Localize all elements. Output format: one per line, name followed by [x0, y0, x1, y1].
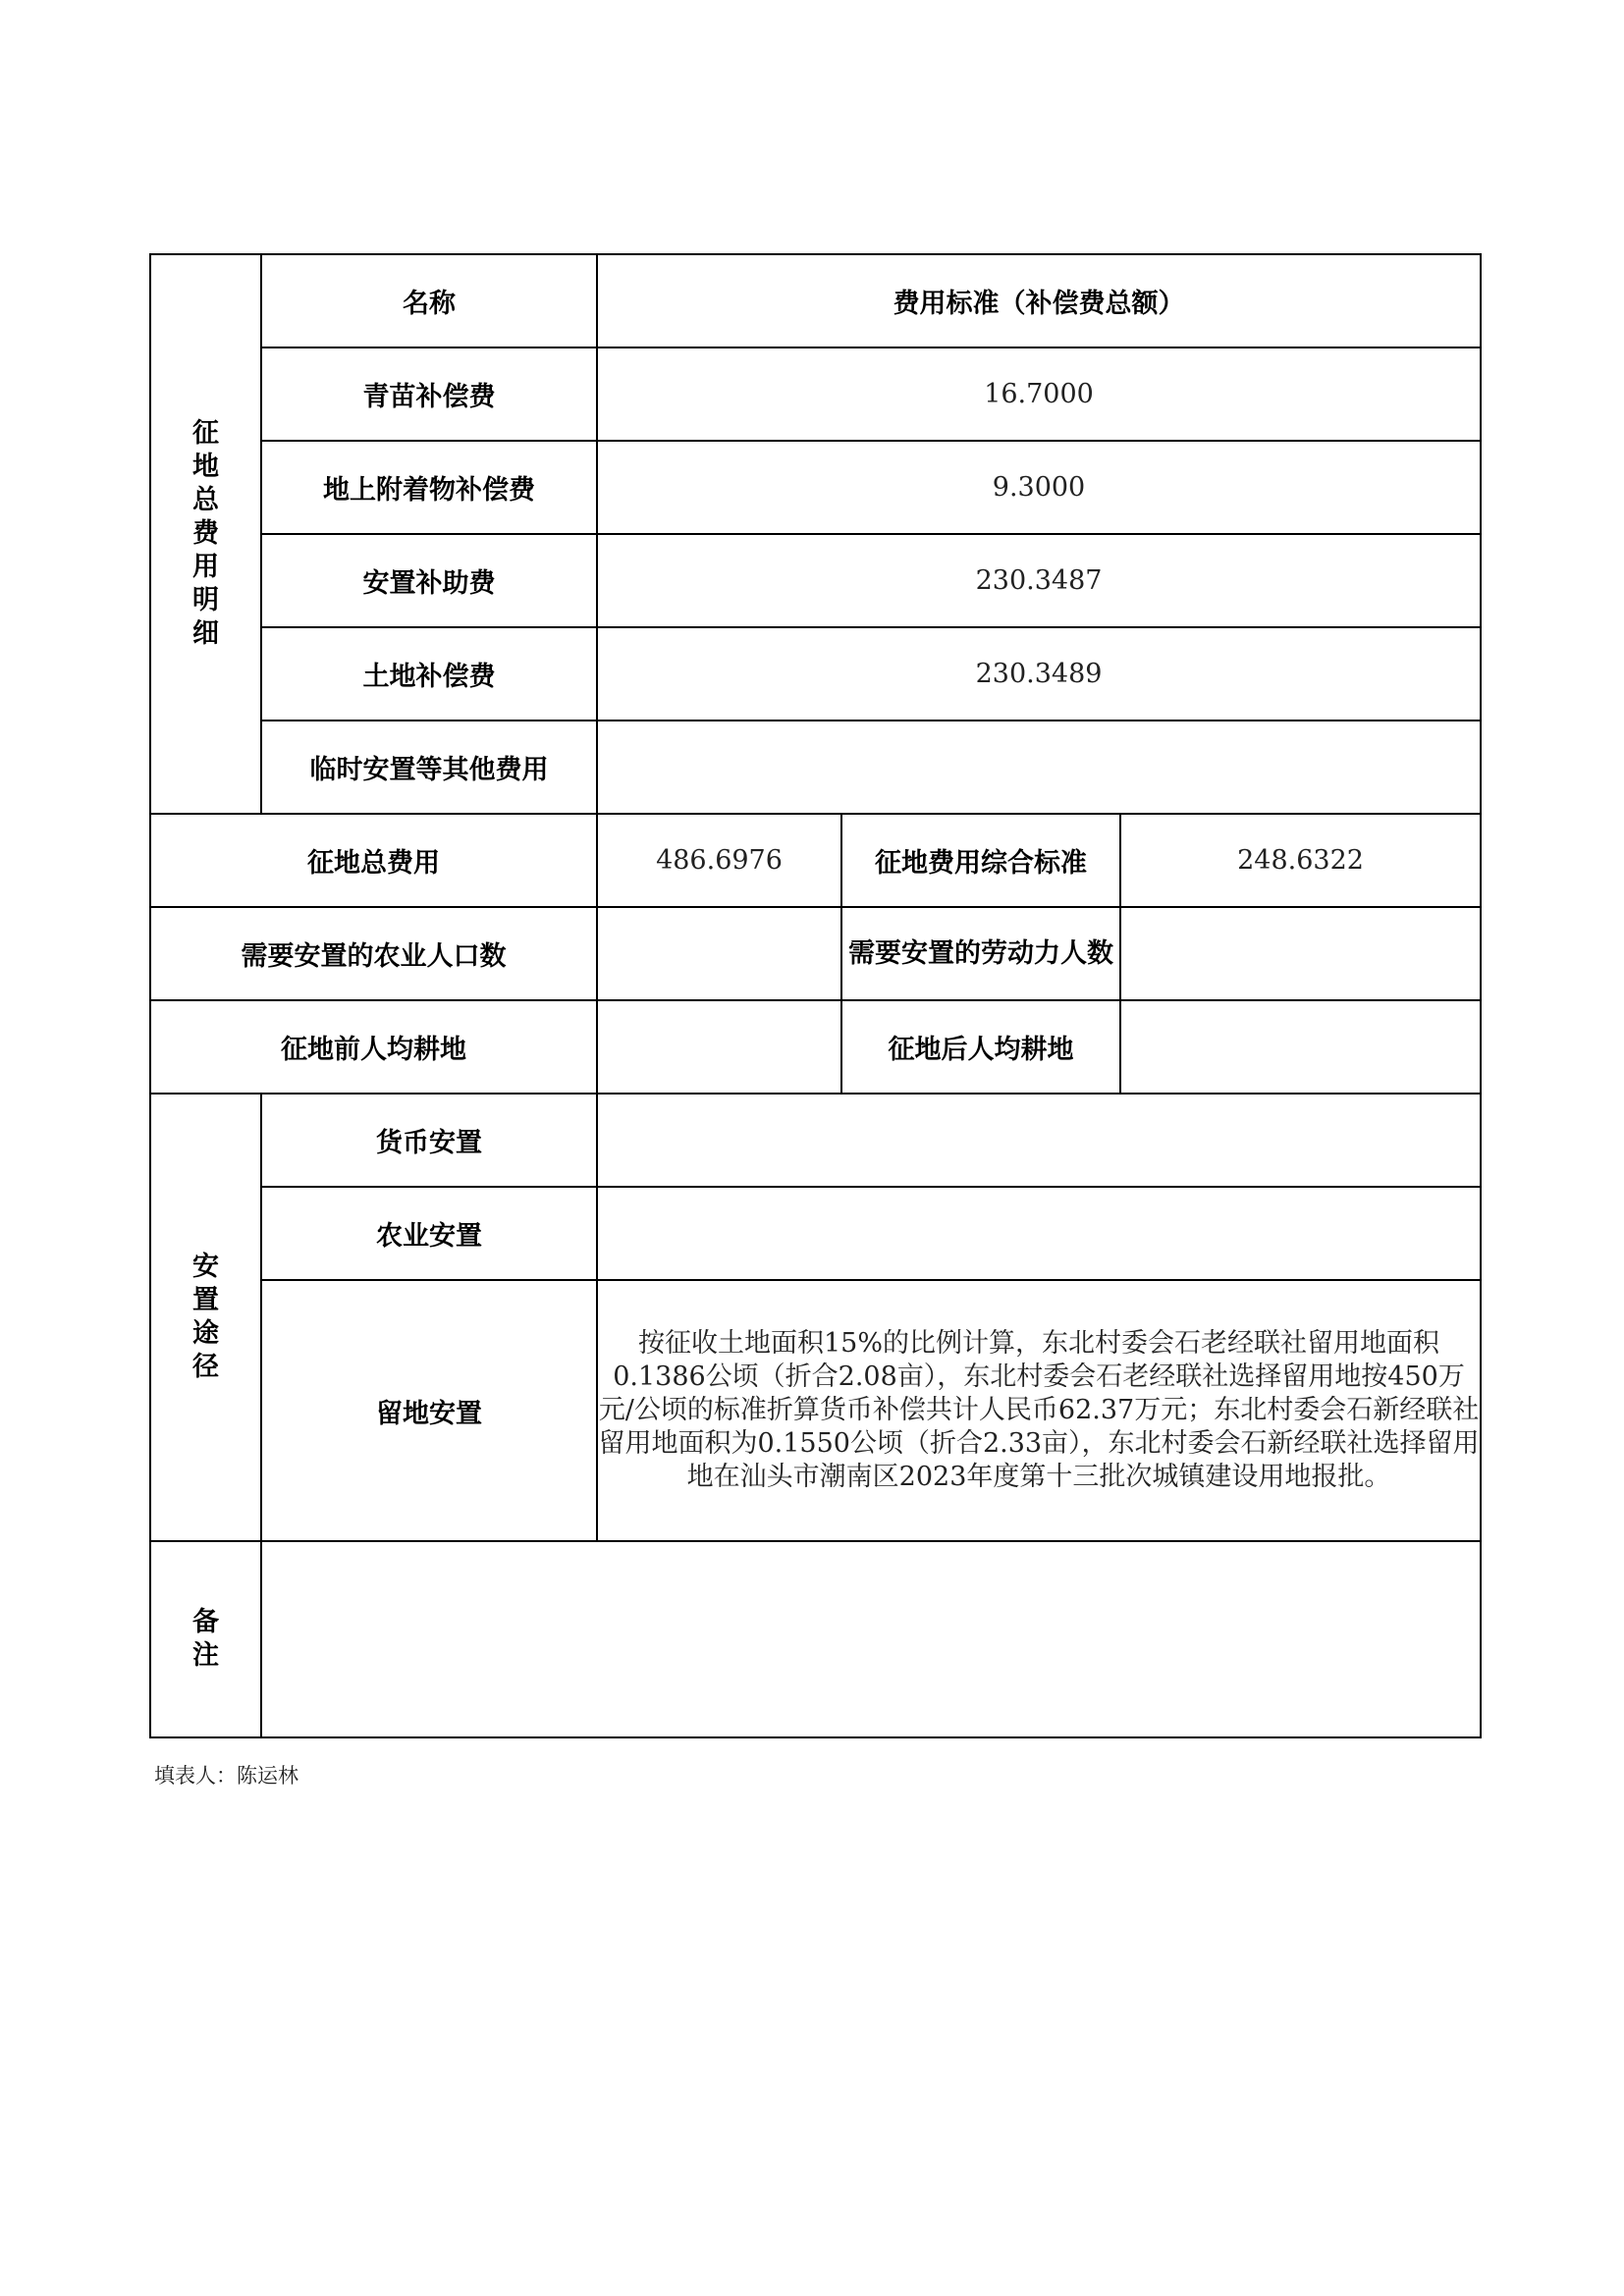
resettlement-row-name: 农业安置 [261, 1187, 597, 1280]
fee-row-name: 临时安置等其他费用 [261, 721, 597, 814]
fee-row [150, 721, 1481, 814]
fee-row [150, 534, 1481, 627]
fee-detail-section-label: 征地总费用明细 [150, 254, 261, 814]
fee-row [150, 441, 1481, 534]
farmland-before-value [597, 1000, 841, 1094]
farmland-after-value [1120, 1000, 1481, 1094]
fee-row-value: 16.7000 [597, 347, 1481, 441]
agri-population-value [597, 907, 841, 1000]
summary-row-population [150, 907, 1481, 1000]
resettlement-row-value [597, 1187, 1481, 1280]
fee-row [150, 627, 1481, 721]
labor-count-value [1120, 907, 1481, 1000]
farmland-before-label: 征地前人均耕地 [150, 1000, 597, 1094]
resettlement-row-name: 留地安置 [261, 1280, 597, 1541]
resettlement-section-label: 安置途径 [150, 1094, 261, 1541]
farmland-after-label: 征地后人均耕地 [841, 1000, 1120, 1094]
remarks-row [150, 1541, 1481, 1737]
fee-row-name: 地上附着物补偿费 [261, 441, 597, 534]
fee-row-value: 230.3489 [597, 627, 1481, 721]
resettlement-row [150, 1280, 1481, 1541]
form-filler: 填表人：陈运林 [154, 1764, 298, 1788]
fee-row-name: 青苗补偿费 [261, 347, 597, 441]
remarks-label: 备注 [150, 1541, 261, 1737]
fee-header-row [150, 254, 1481, 347]
header-name: 名称 [261, 254, 597, 347]
resettlement-row-name: 货币安置 [261, 1094, 597, 1187]
fee-row-value: 230.3487 [597, 534, 1481, 627]
remarks-value [261, 1541, 1481, 1737]
summary-row-farmland [150, 1000, 1481, 1094]
summary-row-total [150, 814, 1481, 907]
reserved-land-description: 按征收土地面积15%的比例计算，东北村委会石老经联社留用地面积0.1386公顷（折合2.08亩），东北村委会石老经联社选择留用地按450万元/公顷的标准折算货币补偿共计人民币62.37万元；东北村委会石新经联社留用地面积为0.1550公顷（折合2.33亩），东北村委会石新经联社选择留用地在汕头市潮南区2023年度第十三批次城镇建设用地报批。 [597, 1280, 1481, 1541]
resettlement-row [150, 1187, 1481, 1280]
composite-standard-value: 248.6322 [1120, 814, 1481, 907]
agri-population-label: 需要安置的农业人口数 [150, 907, 597, 1000]
fee-row-value [597, 721, 1481, 814]
fee-row [150, 347, 1481, 441]
fee-row-value: 9.3000 [597, 441, 1481, 534]
resettlement-row [150, 1094, 1481, 1187]
land-acquisition-fee-table [149, 253, 1482, 1738]
resettlement-row-value [597, 1094, 1481, 1187]
header-standard: 费用标准（补偿费总额） [597, 254, 1481, 347]
labor-count-label: 需要安置的劳动力人数 [841, 907, 1120, 1000]
total-fee-value: 486.6976 [597, 814, 841, 907]
total-fee-label: 征地总费用 [150, 814, 597, 907]
fee-row-name: 安置补助费 [261, 534, 597, 627]
fee-row-name: 土地补偿费 [261, 627, 597, 721]
composite-standard-label: 征地费用综合标准 [841, 814, 1120, 907]
